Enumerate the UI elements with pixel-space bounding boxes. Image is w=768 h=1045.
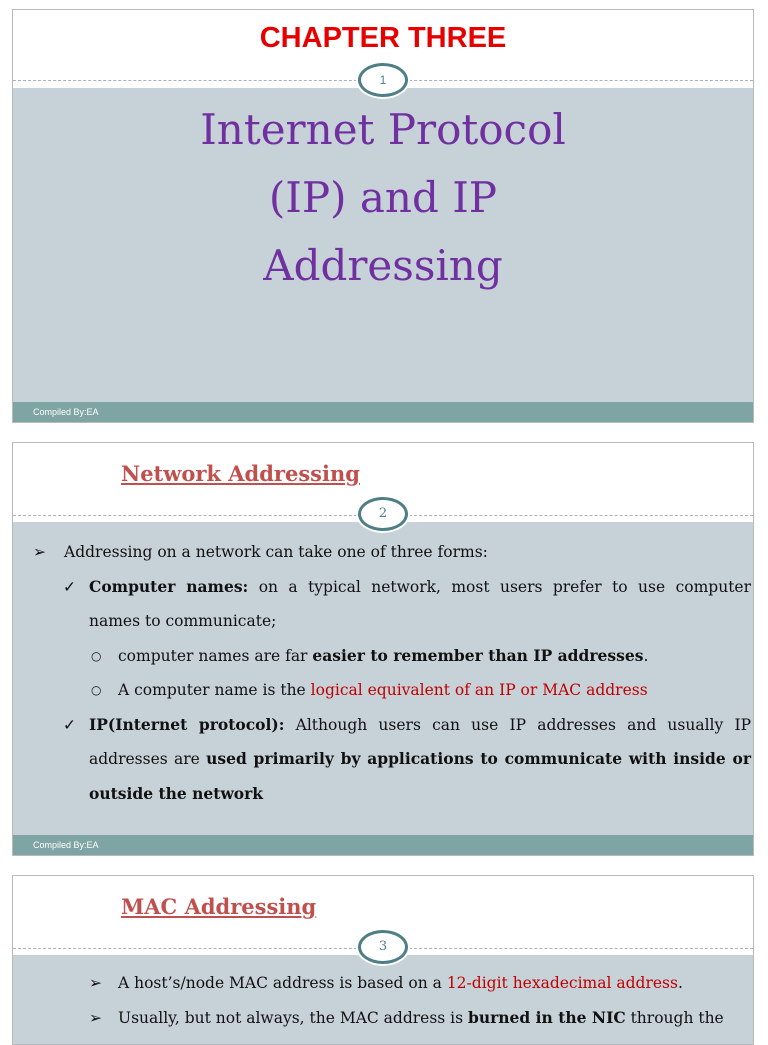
check-item bbox=[33, 708, 753, 743]
emphasis-text: used primarily by applications to communicate with inside or bbox=[206, 749, 751, 768]
title-line: (IP) and IP bbox=[268, 173, 498, 222]
check-item-continuation bbox=[33, 742, 753, 777]
emphasis-text: outside the network bbox=[89, 783, 264, 803]
item-text: addresses are bbox=[89, 750, 207, 768]
slide-title bbox=[13, 96, 753, 300]
item-text: . bbox=[643, 646, 649, 665]
highlight-text: 12-digit hexadecimal address bbox=[446, 974, 678, 992]
term-label: IP(Internet protocol): bbox=[89, 714, 285, 734]
item-text: A computer name is the bbox=[118, 681, 311, 699]
arrow-bullet-icon: ➢ bbox=[89, 1008, 102, 1027]
circle-bullet-icon: ○ bbox=[91, 683, 102, 697]
slide-body bbox=[33, 535, 753, 811]
check-item-continuation bbox=[33, 777, 753, 812]
slide-number-badge: 3 bbox=[361, 933, 405, 961]
term-label: Computer names: bbox=[89, 576, 249, 596]
slide-1 bbox=[12, 9, 754, 423]
bullet-text: Usually, but not always, the MAC address is bbox=[118, 1008, 469, 1027]
item-text: computer names are far bbox=[118, 646, 313, 665]
slide-2 bbox=[12, 442, 754, 856]
slide-3 bbox=[12, 875, 754, 1045]
bullet-item bbox=[33, 966, 753, 1001]
sub-bullet-item bbox=[33, 639, 753, 674]
arrow-bullet-icon: ➢ bbox=[33, 543, 46, 561]
slide-footer: Compiled By:EA bbox=[13, 402, 753, 422]
bullet-item bbox=[33, 535, 753, 570]
title-line: Addressing bbox=[263, 241, 503, 290]
title-line: Internet Protocol bbox=[200, 105, 566, 154]
arrow-bullet-icon: ➢ bbox=[89, 974, 102, 992]
check-item bbox=[33, 570, 753, 605]
slide-number-badge: 2 bbox=[361, 500, 405, 528]
bullet-text: A host’s/node MAC address is based on a bbox=[118, 974, 447, 992]
bullet-text: Addressing on a network can take one of three forms: bbox=[64, 543, 488, 561]
item-text: on a typical network, most users prefer to use computer bbox=[248, 577, 751, 596]
emphasis-text: burned in the NIC bbox=[468, 1007, 626, 1027]
highlight-text: logical equivalent of an IP or MAC address bbox=[310, 681, 648, 699]
emphasis-text: easier to remember than IP addresses bbox=[312, 645, 644, 665]
circle-bullet-icon: ○ bbox=[91, 648, 102, 663]
section-title: Network Addressing bbox=[121, 461, 360, 486]
bullet-text: . bbox=[677, 974, 683, 992]
bullet-item bbox=[33, 1001, 753, 1036]
item-text: Although users can use IP addresses and usually IP bbox=[284, 715, 752, 734]
item-text: names to communicate; bbox=[89, 612, 277, 630]
bullet-text: through the bbox=[625, 1008, 724, 1027]
check-icon: ✓ bbox=[63, 577, 76, 596]
sub-bullet-item bbox=[33, 673, 753, 708]
chapter-heading: CHAPTER THREE bbox=[259, 22, 507, 54]
slide-number-badge: 1 bbox=[361, 66, 405, 94]
section-title: MAC Addressing bbox=[121, 894, 317, 919]
slide-footer: Compiled By:EA bbox=[13, 835, 753, 855]
check-icon: ✓ bbox=[63, 715, 76, 734]
check-item-continuation bbox=[33, 604, 753, 639]
slide-body bbox=[33, 966, 753, 1035]
